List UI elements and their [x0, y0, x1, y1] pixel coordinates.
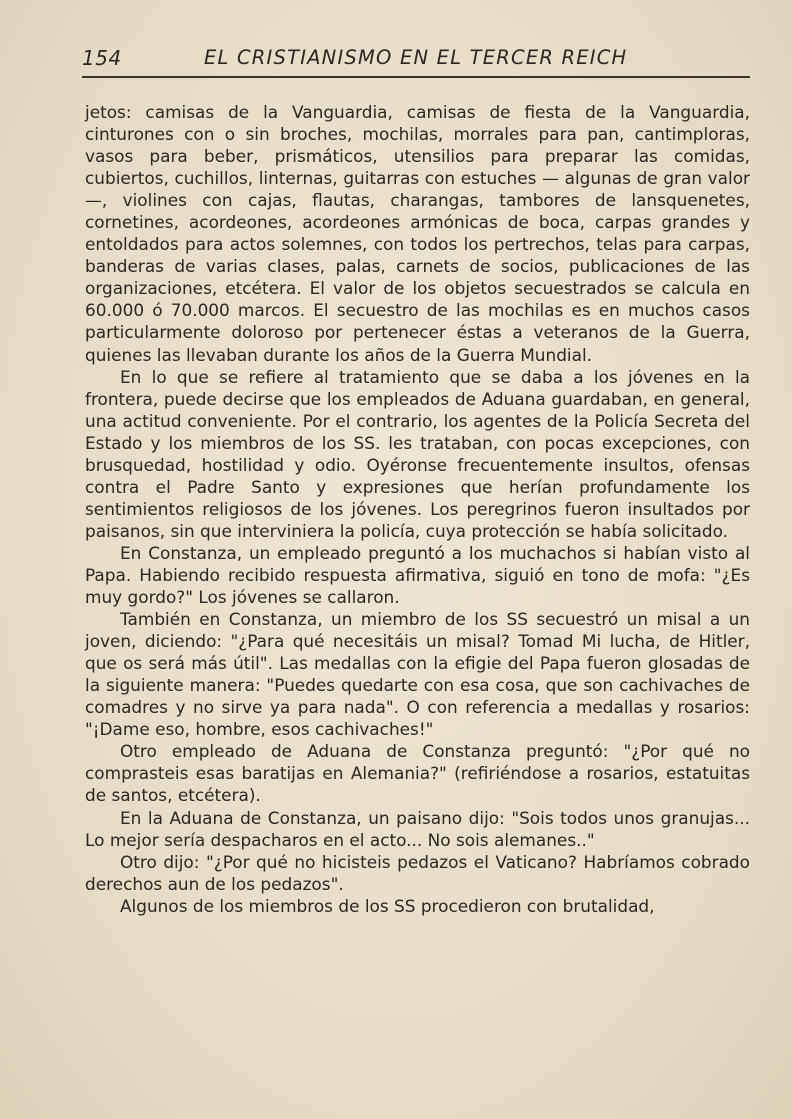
paragraph: jetos: camisas de la Vanguardia, camisas de fiesta de la Vanguardia, cinturones con o sin broches, mochilas, morrales para pan, cantimploras, vasos para beber, prismáticos, utensilios para preparar las comidas, cubiertos, cuchillos, linternas, guitarras con estuches — algunas de gran valor —, violines con cajas, flautas, charangas, tambores de lansquenetes, cornetines, acordeones, acordeones armónicas de boca, carpas grandes y entoldados para actos solemnes, con todos los pertrechos, telas para carpas, banderas de varias clases, palas, carnets de socios, publicaciones de las organizaciones, etcétera. El valor de los objetos secuestrados se calcula en 60.000 ó 70.000 marcos. El secuestro de las mochilas es en muchos casos particularmente doloroso por pertenecer éstas a veteranos de la Guerra, quienes las llevaban durante los años de la Guerra Mundial.	[85, 102, 750, 365]
paragraph: También en Constanza, un miembro de los SS secuestró un misal a un joven, diciendo: "¿Para qué necesitáis un misal? Tomad Mi lucha, de Hitler, que os será más útil". Las medallas con la efigie del Papa fueron glosadas de la siguiente manera: "Puedes quedarte con esa cosa, que son cachivaches de comadres y no sirve ya para nada". O con referencia a medallas y rosarios: "¡Dame eso, hombre, esos cachivaches!"	[85, 609, 750, 740]
header-rule	[82, 76, 750, 78]
paragraph: Otro dijo: "¿Por qué no hicisteis pedazos el Vaticano? Habríamos cobrado derechos aun de los pedazos".	[85, 851, 750, 894]
paragraph: En Constanza, un empleado preguntó a los muchachos si habían visto al Papa. Habiendo recibido respuesta afirmativa, siguió en tono de mofa: "¿Es muy gordo?" Los jóvenes se callaron.	[85, 542, 750, 608]
body-text	[85, 101, 750, 917]
paragraph: Algunos de los miembros de los SS procedieron con brutalidad,	[120, 895, 655, 916]
paragraph: Otro empleado de Aduana de Constanza preguntó: "¿Por qué no comprasteis esas baratijas en Alemania?" (refiriéndose a rosarios, estatuitas de santos, etcétera).	[85, 741, 750, 806]
page-number: 154	[82, 46, 122, 70]
paragraph: En la Aduana de Constanza, un paisano dijo: "Sois todos unos granujas... Lo mejor sería despacharos en el acto... No sois alemanes.."	[85, 807, 750, 850]
paragraph: En lo que se refiere al tratamiento que se daba a los jóvenes en la frontera, puede decirse que los empleados de Aduana guardaban, en general, una actitud conveniente. Por el contrario, los agentes de la Policía Secreta del Estado y los miembros de los SS. les trataban, con pocas excepciones, con brusquedad, hostilidad y odio. Oyéronse frecuentemente insultos, ofensas contra el Padre Santo y expresiones que herían profundamente los sentimientos religiosos de los jóvenes. Los peregrinos fueron insultados por paisanos, sin que interviniera la policía, cuya protección se había solicitado.	[85, 366, 750, 541]
running-title: EL CRISTIANISMO EN EL TERCER REICH	[204, 46, 628, 69]
running-header	[82, 44, 750, 78]
